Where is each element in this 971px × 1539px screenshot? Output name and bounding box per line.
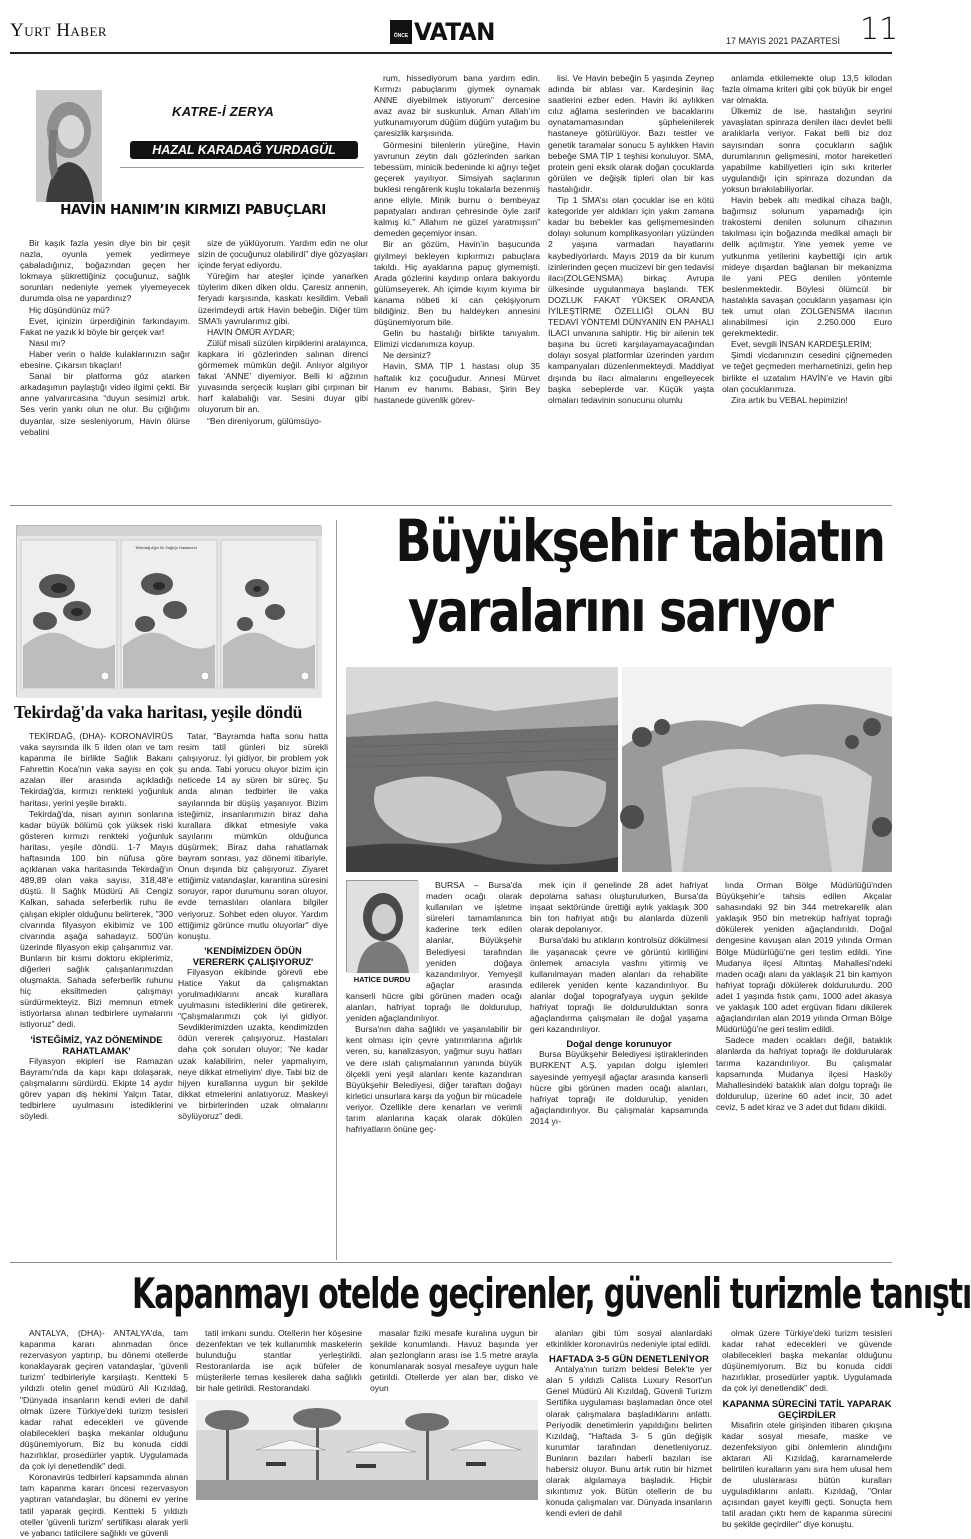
bursa-headline-line-2: yaralarını sarıyor — [408, 577, 832, 645]
bursa-subhead: Doğal denge korunuyor — [566, 1038, 672, 1050]
antalya-top-rule — [10, 1262, 892, 1263]
tekirdag-subhead-1: 'İSTEĞİMİZ, YAZ DÖNEMİNDE RAHATLAMAK' — [30, 1033, 163, 1056]
landscape-photo-lake — [346, 667, 618, 872]
bursa-headline-line-1: Büyükşehir tabiatın — [395, 507, 884, 575]
antalya-text-col5: olmak üzere Türkiye'deki turizm tesisleri kadar rahat edecekleri ve güvende olabilecekleri başka mekanlar olduğunu düşünemiyorum. Biz bu konuda ciddi hazırlıklar, prosedürler yaptık. Uygulamada da çok iyi denetlendik" dedi. KAPANMA SÜRECİNİ TATİL YAPARAK GEÇİRDİLER Misafirin otele girişinden itibaren çıkışına kadar sosyal mesafe, maske ve dezenfeksiyon gibi önlemlerin alındığını aktaran Ali Kızıldağ, kararnamelerde belirtilen kuralların yanı sıra hem ulusal hem de uluslararası bütün kuralları uyguladıklarını anlattı. Kızıldağ, "Onlar açısından gayet keyifli geçti. Sonuçta hem tatil aradan çıktı hem de kapanma sürecini bu şekilde geçirdiler" diye konuştu. — [722, 1328, 892, 1530]
tekirdag-headline: Tekirdağ'da vaka haritası, yeşile döndü — [14, 702, 303, 722]
antalya-text-col2: tatil imkanı sundu. Otellerin her köşesine dezenfektan ve tek kullanımlık maskelerin bulunduğu stantlar yerleştirildi. Restoranlarda ise açık büfeler de müşterilerle temas kesilerek daha sağlıklı bir hale getirildi. Restorandaki — [196, 1328, 362, 1394]
tekirdag-subhead-2: 'KENDİMİZDEN ÖDÜN VERERERK ÇALIŞIYORUZ' — [192, 944, 314, 967]
author-underline — [120, 167, 364, 168]
tekirdag-text-col2: Tatar, "Bayramda hafta sonu hatta resim tatil günleri biz sürekli çalışıyoruz. İyi gidiyor, bir problem yok şu anda. Tabi yorucu oluyor bizim için neticede 14 ay süren bir süreç. Şu anda alınan tedbirler ile vaka sayılarında bir düşüş yaşanıyor. Bizim isteğimiz, insanlarımızın biraz daha kurallara dikkat etmesiyle vaka sayılarını mümkün olduğunca düşürmek; Biraz daha rahatlamak bayram sonrası, yaz dönemi itibariyle. Onun dışında biz çalışıyoruz. Ziyaret ettiğimiz vatandaşlar, karantina süresini soruyor, rapor durumunu soran oluyor, evde temaslıları olanlara bilgiler veriyoruz. Sohbet eden oluyor. Yardım ettiğimiz görünce mutlu oluyorlar" diye konuştu. 'KENDİMİZDEN ÖDÜN VERERERK ÇALIŞIYORUZ' Filyasyon ekibinde görevli ebe Hatice Yakut da çalışmaktan yorulmadıklarını ancak kurallara uyulmasını istediklerini dile getirerek, "Çalışmalarımızı çok iyi gidiyor. Sevdiklerimizden uzakta, kendimizden ödün vererek çalışıyoruz. Hastaları daha çok soruları oluyor; 'Ne kadar uzak kalabilirim, neler yapmalıyım, neye dikkat etmeliyim' diye. Tabi biz de hijyen kurallarına uygun bir şekilde dikkat etmelerini anlatıyoruz. Maskeyi ve birbirlerinden uzak olmalarını söylüyoruz" dedi. — [178, 731, 328, 1121]
antalya-headline: Kapanmayı otelde geçirenler, güvenli turizmle tanıştı — [131, 1269, 971, 1318]
antalya-subhead-2: KAPANMA SÜRECİNİ TATİL YAPARAK GEÇİRDİLER — [722, 1397, 892, 1420]
issue-date: 17 MAYIS 2021 PAZARTESİ — [726, 36, 841, 46]
antalya-text-col3: masalar fiziki mesafe kuralına uygun bir şekilde konumlandı. Havuz başında yer alan şezlongların arası ise 1.5 metre arayla konumlanarak sosyal mesafeye uygun hale getirildi. Otellerde yer alan bar, disko ve oyun — [370, 1328, 538, 1394]
heatmap-image — [16, 525, 321, 697]
bursa-left-rule — [336, 520, 337, 1260]
page-number: 11 — [860, 12, 899, 47]
column-series: KATRE-İ ZERYA — [172, 104, 275, 119]
author-photo — [36, 90, 102, 202]
hotel-photo — [196, 1400, 538, 1500]
antalya-text-col4: alanları gibi tüm sosyal alanlardaki etkinlikler koronavirüs nedeniyle iptal edildi. HAFTADA 3-5 GÜN DENETLENİYOR Antalya'nın turizm beldesi Belek'te yer alan 5 yıldızlı Calista Luxury Resort'un Genel Müdürü Ali Kızıldağ, Güvenli Turizm Sertifika uygulaması başlamadan önce otel olarak çalışmalara başladıklarını anlattı. Periyodik denetimlerin yapıldığını belirten Kızıldağ, "Haftada 3- 5 gün değişik kurumlar tarafından denetleniyoruz. Bunların bazıları haberli bazıları ise habersiz oluyor. Bunu artık rutin bir hizmet olarak algılamaya başladık. Hiçbir sıkıntımız yok. Bütün otellerin de bu konuda çalışmaları var. Dünyada insanların kendi evleri de dahil — [546, 1328, 712, 1519]
column-text-col4: lisi. Ve Havin bebeğin 5 yaşında Zeynep adında bir ablası var. Kardeşinin ilaç saatlerini ezber eden. Havin iki aylıkken cılız ağlama seslerinden ve bacaklarını oynatamamasından şüphelenilerek hastaneye götürülüyor. Bazı testler ve genetik taramalar sonucu 5 aylıkken Havin bebeğe SMA TİP 1 teşhisi konuluyor. SMA, protein geni eksik olarak doğan çocuklarda görülen ve değişik tipleri olan bir kas hastalığıdır. Tip 1 SMA’sı olan çocuklar ise en kötü kategoride yer aldıkları için yakın zamana kadar bu bebekler kas gelişmemesinden dolayı solunum komplikasyonları yüzünden 2 yaşına varmadan hayatlarını kaybediyorlardı. Mayıs 2019 da bir kurum izinlerinden geçen mucizevi bir gen tedavisi ilacı(ZOLGENSMA) birkaç Avrupa ülkesinde uygulanmaya başlandı. TEK DOZLUK FAKAT YÜKSEK ORANDA İYİLEŞTİRME ÖZELLİĞİ OLAN BU TEDAVİ YÖNTEMİ DÜNYANIN EN PAHALI İLACI unvanına sahiptir. Hiç bir ailenin tek başına bu ücreti karşılayamayacağından dolayı sosyal platformlar üzerinden yardım kampanyaları düzenlenmekteydi. Maddiyat dışında bu ilacı almalarını engelleyecek başka sebeplerde var. Küçük yaşta olmaları tedavinin sonucunu olumlu — [548, 73, 714, 405]
column-author — [130, 141, 358, 159]
tekirdag-text-col1: TEKİRDAĞ, (DHA)- KORONAVİRÜS vaka sayısında ilk 5 ilden olan ve tam kapanma ile birlikte Sağlık Bakanı Fahrettin Koca'nın vaka sayısı en çok azalan iller arasında açıkladığı Tekirdağ'da, kırmızı renkteki yoğunluk haritası, yerini yeşile bıraktı. Tekirdağ'da, nisan ayının sonlarına kadar büyük bölümü çok yüksek riski gösteren kırmızı renkteki yoğunluk haritası, yeşile döndü. 1-7 Mayıs haftasında 100 bin nüfusa göre açıklanan vaka haritasında Tekirdağ'ın 489,89 olan vaka sayısı, 318,48'e düştü. İl Sağlık Müdürü Ali Cengiz Kalkan, sahada seferberlik ruhu ile çalışan ekipler olduğunu belirterek, "300 civarında filyasyon ekibimiz ve 100 civarında aşağa sahadayız. 500'ün üzerinde filyasyon ekip çalışanımız var. Bunların bir kısmı doktoru ekiplerimiz, diğerleri sağlık çalışanlarımızdan oluşmakta. Sahada seferberlik ruhunu hiç eksiltmeden çalışmayı sürdürmekteyiz. Bizi memnun etmek istiyorlarsa alınan tedbirlere uymalarını istiyoruz" dedi. 'İSTEĞİMİZ, YAZ DÖNEMİNDE RAHATLAMAK' Filyasyon ekipleri ise Ramazan Bayramı'nda da kapı kapı dolaşarak, çalışmalarını sürdürdü. Ekipte 14 aydır görev yapan diş hekimi Yalçın Tatar, tedbirlere uyulmasını istediklerini söyledi. — [20, 731, 173, 1121]
column-text-col1: Bir kaşık fazla yesin diye bin bir çeşit nazla, oyunla yemek yedirmeye çabaladığınız, boğazından geçen her lokmaya şükrettiğiniz çocuğunuz, sağlık sorunları nedeniyle yemek yiyemeyecek durumda olsa ne yapardınız? Hiç düşündünüz mü? Evet, içinizin ürperdiğinin farkındayım. Fakat ne yazık ki böyle bir gerçek var! Nasıl mı? Haber verin o halde kulaklarınızın sağır ebesine. Çıkarsın tıkaçları! Sanal bir platforma göz atarken arkadaşımın paylaştığı video ilgimi çekti. Bir anne yalvarırcasına “duyun sesimizi artık. Ses verin yankı olun ne olur. Bu çığlığımı duyanlar, size sesleniyorum, Havin ölürse vebalini — [20, 238, 190, 437]
bursa-text-col3: lında Orman Bölge Müdürlüğü'nden Büyükşehir'e tahsis edilen Akçalar sahasındaki 92 bin 344 metrekarelik alan yaklaşık 950 bin metreküp hafriyat toprağı dökülerek yeniden ağaçlandırıldı. Doğal dengesine kavuşan alan 2019 yılında Orman Bölge Müdürlüğü'ne geri teslim edildi. Yine Mudanya ilçesi Altıntaş Mahallesi'ndeki maden ocağı alanı da yaklaşık 21 bin kamyon hafriyat toprağı dökülerek doldurulurdu. 200 adet 1 yaşında fıstık çamı, 1000 adet akasya ve yaklaşık 100 adet ergüvan fidanı dikilerek ağaçlandırılan alan 2019 yılında Orman Bölge Müdürlüğü'ne geri teslim edildi. Sadece maden ocakları değil, bataklık alanlarda da hafriyat toprağı ile doldurularak tarıma kazandırılıyor. Bu çalışmalar kapsamında Mudanya ilçesi Hasköy Mahallesindeki bataklık alan dolgu toprağı ile doldurulup, üzerine 60 adet incir, 30 adet ceviz, 5 adet kiraz ve 3 adet dut fidanı dikildi. — [716, 880, 892, 1112]
antalya-text-col1: ANTALYA, (DHA)- ANTALYA'da, tam kapanma kararı alınmadan önce rezervasyon yaptırıp, bu dönemi otellerde konaklayarak geçiren vatandaşlar, 'güvenli turizm' tedbirleriyle karşılaştı. Kentteki 5 yıldızlı otelin genel müdürü Ali Kızıldağ, "Dünyada insanların kendi evleri de dahil olmak üzere Türkiye'deki turizm tesisleri kadar rahat edecekleri ve güvende olabilecekleri başka mekanlar olduğunu düşünemiyorum. Biz bu konuda ciddi hazırlıklar, prosedürler yaptık. Uygulamada da çok iyi denetlendik" dedi. Koronavirüs tedbirleri kapsamında alınan tam kapanma kararı öncesi rezervasyon yaptıran vatandaşlar, bu dönemi ev yerine tatil yaparak geçirdi. Kentteki 5 yıldızlı oteller 'güvenli turizm' sertifikası alarak yerli ve yabancı tatilcilere sağlıklı ve güvenli — [20, 1328, 188, 1538]
column-text-col2: size de yüklüyorum. Yardım edin ne olur sizin de çocuğunuz olabilirdi” diye gözyaşları içinde feryat ediyordu. Yüreğim har ateşler içinde yanarken tüylerim diken diken oldu. Çaresiz annenin, feryadı karşısında, kaskatı kesildim. Vebali üzerimdeydi artık Havin bebeğin. Diğer tüm SMA’lı yavrularımız gibi. HAVİN ÖMÜR AYDAR; Zülüf misali süzülen kirpiklerini aralayınca, kapkara iri gözlerinden salınan direnci görmemek mümkün değil. Anlıyor algılıyor fakat ‘ANNE’ diyemiyor. Belli ki ağzının yuvasında serçecik kuşları gibi çırpınan bir harf kalabalığı var. Sesini duyar gibi oluyorum bir an. “Ben direniyorum, gülümsüyo- — [198, 238, 368, 426]
bursa-text-col1: BURSA – Bursa'da maden ocağı olarak kullanılan ve işletme süreleri tamamlanınca kaderine terk edilen alanlar, Büyükşehir Belediyesi tarafından yeniden doğaya kazandırılıyor. Yemyeşil ağaçlar arasında kanserli hücre gibi görünen maden ocağı alanları, hafriyat toprağı ile doldurulup, yeniden ağaçlandırılıyor. Bursa'nın daha sağlıklı ve yaşanılabilir bir kent olması için çevre yatırımlarına ağırlık veren, su, kanalizasyon, yağmur suyu hatları ve dere ıslah çalışmalarının yanında büyük ölçekli yeni yeşil alanları kente kazandıran Büyükşehir Belediyesi, diğer taraftan doğayı kirletici unsurlara karşı da yoğun bir mücadele veriyor. Özellikle dere kenarları ve verimli tarım alanlarına kaçak olarak dökülen hafriyatların önüne geç- — [346, 880, 522, 1135]
landscape-photo-quarry — [622, 667, 892, 872]
section-title: Yurt Haber — [10, 20, 108, 41]
header-rule — [10, 52, 892, 54]
column-text-col3: rum, hissediyorum bana yardım edin. Kırmızı pabuçlarımı giymek oynamak ANNE diyebilmek istiyorum” dercesine avaz avaz bir suskunluk. Aman Allah’ım yutkunamıyorum düğüm düğüm yutağım bu çaresizlik karşısında. Görmesini bilenlerin yüreğine, Havin yavrunun zeytin dalı gözlerinden sarkan tebessüm, minicik bedeninde ki ağrıyı teğet geçerek yayılıyor. Simsiyah saçlarının buklesi rengârenk kuşlu tokalarla bezenmiş anne eliyle. Minik burnu o bembeyaz papatyaları andıran çehresinde öyle zarif kalmış ki.” Allahım ne güzel yaratmışsın” demeden geçemiyor insan. Bir an gözüm, Havin’in başucunda giyilmeyi bekleyen kıpkırmızı pabuçlara takıldı. Hiç ayaklarına papuç giymemişti. Arada gözlerini kaydırıp onlara bakıyordu gülümseyerek. Ah içimde kıyım kıyıma bir kanama nöbeti ki can çekişiyorum bildiğiniz. Ben bu haldeyken annesini düşünemiyorum bile. Gelin bu hastalığı birlikte tanıyalım. Elimizi vicdanımıza koyup. Ne dersiniz? Havin, SMA TİP 1 hastası olup 35 haftalık kız çocuğudur. Annesi Mürvet Hanım ev hanımı. Babası, Şirin Bey hastanede güvenlik görev- — [374, 73, 540, 405]
antalya-subhead-1: HAFTADA 3-5 GÜN DENETLENİYOR — [549, 1353, 709, 1365]
column-title: HAVİN HANIM’IN KIRMIZI PABUÇLARI — [60, 202, 326, 218]
newspaper-logo — [390, 20, 518, 44]
logo-text: VATAN — [414, 18, 495, 46]
heatmap-map-label: Tekirdağ Ağız İlk Sağlığı Hastanesi — [135, 545, 197, 550]
column-text-col5: anlamda etkilemekte olup 13,5 kilodan fazla olmama kriteri gibi çok büyük bir engel var olmakta. Ülkemiz de ise, hastalığın seyrini yavaşlatan spinraza denilen ilacı devlet belli aralıklarla veriyor. Fakat belli biz doz sayısından sonra çocukların sağlık durumlarının gelişmesini, motor hareketleri yapabilme kabiliyetleri için sıkı kriterler uygulandığı için spinraza dozundan da yoksun bırakılabiliyorlar. Havin bebek altı medikal cihaza bağlı, bağımsız solunum yapamadığı için trakostemi denilen solunum cihazının takılması için boğazında medikal amaçlı bir delik açılmıştır. Yine yemek yeme ve yutkunma yetilerini kaybettiği için artık mideye dışardan bağlanan bir mekanizma ile yani PEG denilen yöntemle beslenmektedir. Böylesi ölümcül bir hastalıkla savaşan çocukların yaşaması için tek umut olan ZOLGENSMA ilacının alınabilmesi için 2.250.000 Euro gerekmektedir. Evet, sevgili İNSAN KARDEŞLERİM; Şimdi vicdanınızın cesedini çiğnemeden ve teğet geçmeden merhametinizi, gelin hep birlikte el uzatalım HAVİN’e ve Havin gibi olan çocuklarımıza. Zira artık bu VEBAL hepimizin! — [722, 73, 892, 405]
bursa-text-col2: mek için il genelinde 28 adet hafriyat depolama sahası oluşturulurken, Bursa'da inşaat sektöründe ürettiği aylık yaklaşık 300 bin ton hafriyat atığı bu alanlarda düzenli olarak depolanıyor. Bursa'daki bu atıkların kontrolsüz dökülmesi ile yaşanacak çevre ve görüntü kirliliğini önlemek amacıyla vasfını yitirmiş ve kullanılmayan maden alanları da rehabilite edilerek yeniden kente kazandırılıyor. Bu alanlar doğal topografyaya uygun şekilde hafriyat toprağı ile doldurulduktan sonra ağaçlandırma çalışmaları ile doğal yaşama geri kazandırılıyor. Doğal denge korunuyor Bursa Büyükşehir Belediyesi iştiraklerinden BURKENT A.Ş. yapılan dolgu işlemleri sayesinde yemyeşil ağaçlar arasında kanserli hücre gibi görünen maden ocağı alanları, hafriyat toprağı ile doldurulup, yeniden ağaçlandırılıyor. Bu çalışmalar kapsamında 2014 yı- — [530, 880, 708, 1126]
column-author-name: HAZAL KARADAĞ YURDAGÜL — [152, 143, 336, 157]
logo-mark: ÖNCE — [390, 20, 412, 44]
column-bottom-rule — [10, 505, 892, 506]
reporter-byline: HATİCE DURDU — [353, 975, 411, 984]
